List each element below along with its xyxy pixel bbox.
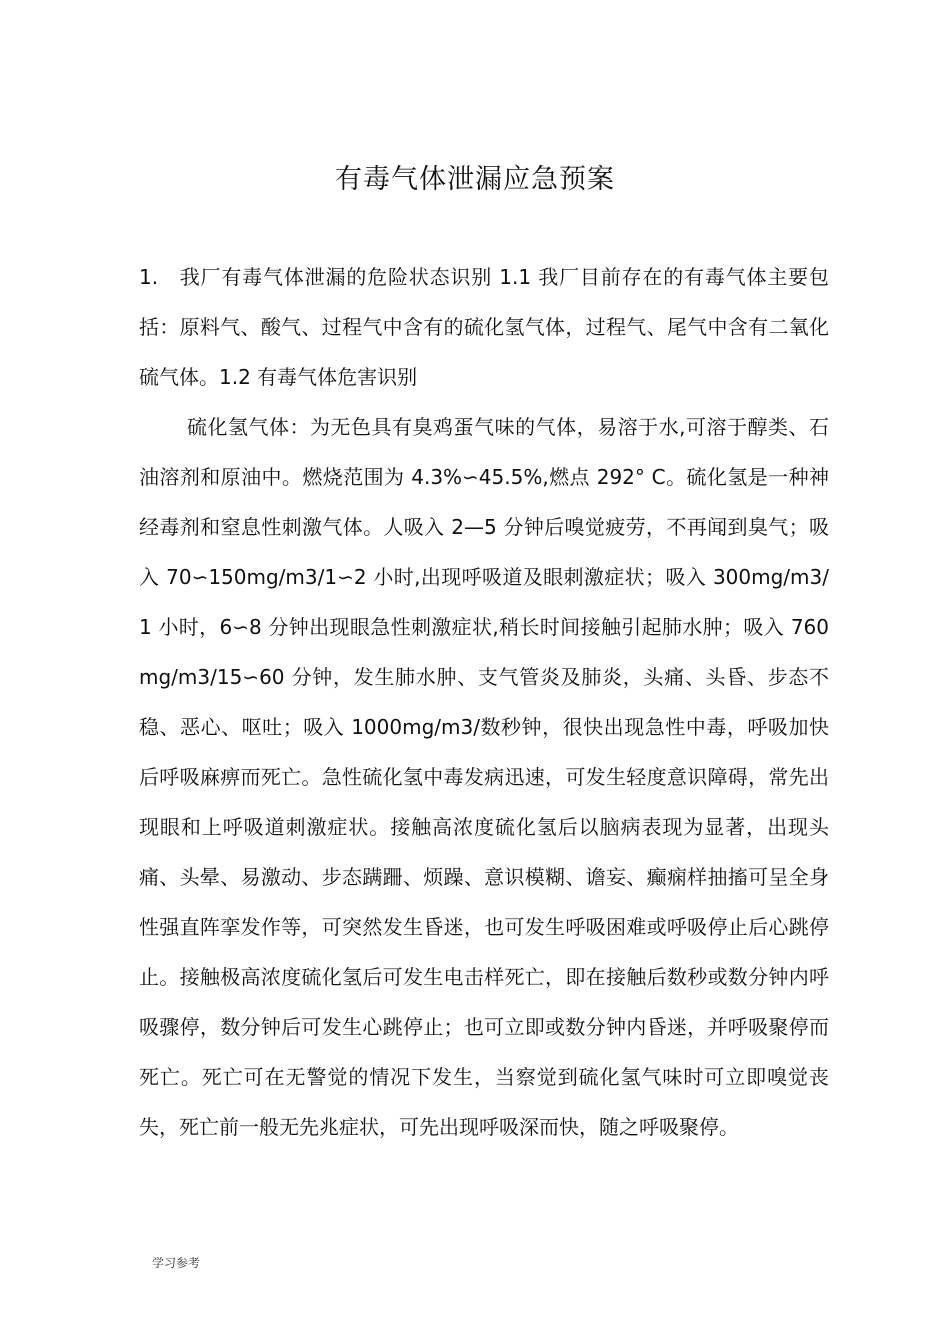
page-title: 有毒气体泄漏应急预案	[335, 164, 615, 195]
paragraph-hydrogen-sulfide: 硫化氢气体：为无色具有臭鸡蛋气味的气体，易溶于水,可溶于醇类、石油溶剂和原油中。燃烧范围为 4.3%∽45.5%,燃点 292° C。硫化氢是一种神经毒剂和窒息性刺激气体。人吸入 2—5 分钟后嗅觉疲劳，不再闻到臭气；吸入 70∽150mg/m3/1∽2 小时,出现呼吸道及眼刺激症状；吸入 300mg/m3/1 小时，6∽8 分钟出现眼急性刺激症状,稍长时间接触引起肺水肿；吸入 760mg/m3/15∽60 分钟，发生肺水肿、支气管炎及肺炎，头痛、头昏、步态不稳、恶心、呕吐；吸入 1000mg/m3/数秒钟，很快出现急性中毒，呼吸加快后呼吸麻痹而死亡。急性硫化氢中毒发病迅速，可发生轻度意识障碍，常先出现眼和上呼吸道刺激症状。接触高浓度硫化氢后以脑病表现为显著，出现头痛、头晕、易激动、步态蹒跚、烦躁、意识模糊、谵妄、癫痫样抽搐可呈全身性强直阵挛发作等，可突然发生昏迷，也可发生呼吸困难或呼吸停止后心跳停止。接触极高浓度硫化氢后可发生电击样死亡，即在接触后数秒或数分钟内呼吸骤停，数分钟后可发生心跳停止；也可立即或数分钟内昏迷，并呼吸聚停而死亡。死亡可在无警觉的情况下发生，当察觉到硫化氢气味时可立即嗅觉丧失，死亡前一般无先兆症状，可先出现呼吸深而快，随之呼吸聚停。	[139, 415, 829, 1139]
paragraph-hazard-identification: 1. 我厂有毒气体泄漏的危险状态识别 1.1 我厂目前存在的有毒气体主要包括：原料气、酸气、过程气中含有的硫化氢气体，过程气、尾气中含有二氧化硫气体。1.2 有毒气体危害识别	[139, 265, 829, 389]
footer-note: 学习参考	[152, 1256, 201, 1270]
